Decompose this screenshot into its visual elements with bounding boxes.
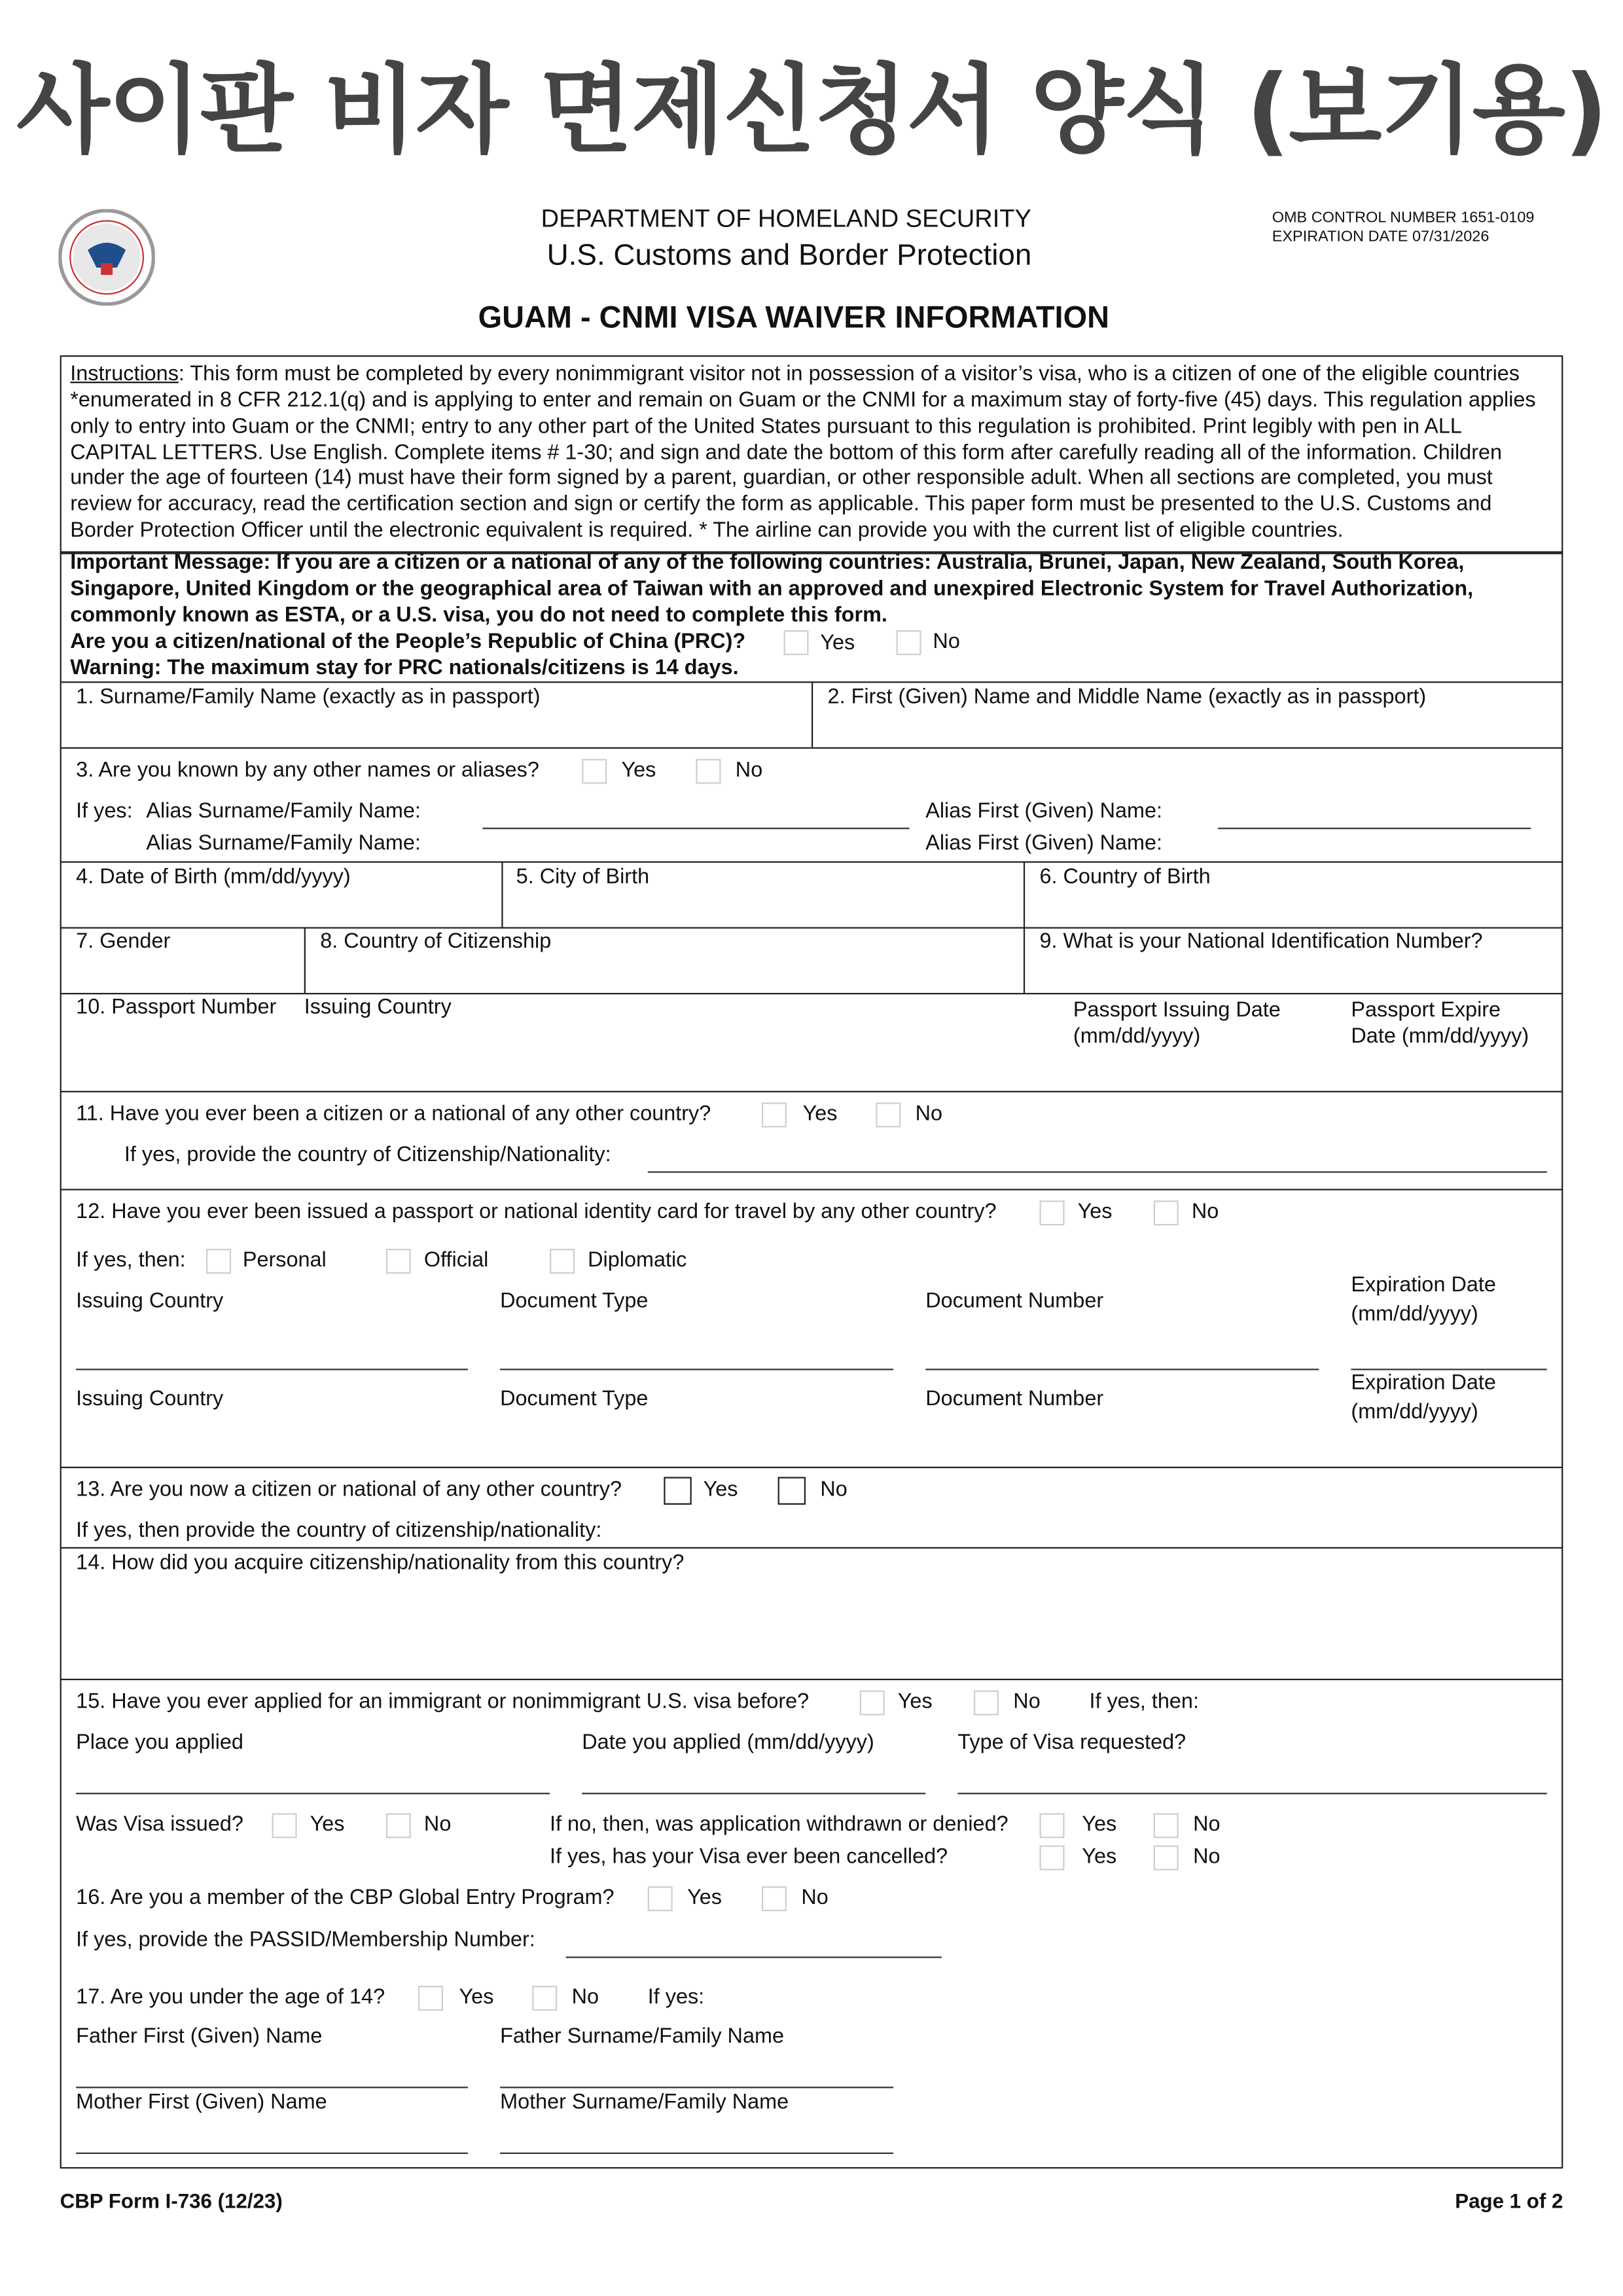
- issuing-country-field[interactable]: [76, 1369, 468, 1370]
- visa-issued-no-checkbox[interactable]: [386, 1813, 411, 1838]
- instructions-line: under the age of fourteen (14) must have their form signed by a parent, guardian, or other responsible adult. When all sections are completed, you must: [70, 466, 1493, 490]
- alias-surname-field[interactable]: [482, 828, 909, 829]
- expiration-date-label: Expiration Date: [1351, 1273, 1496, 1297]
- father-first-label: Father First (Given) Name: [76, 2025, 323, 2049]
- yes-label: Yes: [459, 1986, 494, 2009]
- yes-label: Yes: [1082, 1813, 1117, 1837]
- divider: [60, 747, 1563, 749]
- divider: [60, 1547, 1563, 1549]
- important-message-line: Important Message: If you are a citizen or a national of any of the following countries: Australia, Brunei, Japan, New Zealand, South Korea,: [70, 551, 1465, 575]
- alias-first-field[interactable]: [1218, 828, 1531, 829]
- issuing-country-label: Issuing Country: [304, 996, 452, 1020]
- mother-first-field[interactable]: [76, 2153, 468, 2154]
- instructions-line: [70, 361, 1520, 387]
- cancelled-no-checkbox[interactable]: [1154, 1846, 1179, 1871]
- no-label: No: [820, 1478, 847, 1502]
- father-surname-field[interactable]: [500, 2087, 893, 2088]
- if-yes-label: If yes:: [647, 1986, 705, 2009]
- first-name-label: 2. First (Given) Name and Middle Name (exactly as in passport): [827, 685, 1427, 709]
- aliases-yes-checkbox[interactable]: [582, 759, 607, 784]
- passid-label: If yes, provide the PASSID/Membership Number:: [76, 1928, 535, 1952]
- instructions-text: : This form must be completed by every nonimmigrant visitor not in possession of a visitor’s visa, who is a citizen of one of the eligible countries: [178, 363, 1520, 386]
- prc-warning: Warning: The maximum stay for PRC nationals/citizens is 14 days.: [70, 656, 739, 680]
- gender-label: 7. Gender: [76, 929, 171, 954]
- if-yes-label: If yes, then:: [1089, 1690, 1199, 1714]
- other-citizenship-question: 11. Have you ever been a citizen or a national of any other country?: [76, 1102, 711, 1126]
- father-surname-label: Father Surname/Family Name: [500, 2025, 784, 2049]
- page-number: Page 1 of 2: [1455, 2189, 1563, 2213]
- mother-surname-field[interactable]: [500, 2153, 893, 2154]
- yes-label: Yes: [1077, 1200, 1113, 1225]
- divider: [60, 1679, 1563, 1680]
- alias-first-label: Alias First (Given) Name:: [925, 832, 1163, 856]
- expiration-date-label: Expiration Date: [1351, 1371, 1496, 1395]
- official-label: Official: [423, 1249, 489, 1272]
- visa-type-label: Type of Visa requested?: [957, 1731, 1186, 1755]
- document-number-label: Document Number: [925, 1289, 1104, 1314]
- document-type-label: Document Type: [500, 1289, 649, 1314]
- yes-label: Yes: [897, 1690, 933, 1714]
- issuing-country-label: Issuing Country: [76, 1289, 224, 1314]
- q15-yes-checkbox[interactable]: [860, 1691, 885, 1715]
- expiration-date: EXPIRATION DATE 07/31/2026: [1272, 228, 1489, 246]
- q15-no-checkbox[interactable]: [974, 1691, 999, 1715]
- instructions-line: *enumerated in 8 CFR 212.1(q) and is applying to enter and remain on Guam or the CNMI for a maximum stay of forty-five (45) days. This regulation applies: [70, 389, 1536, 413]
- no-label: No: [1193, 1845, 1221, 1869]
- passport-number-label: 10. Passport Number: [76, 996, 277, 1020]
- yes-label: Yes: [310, 1813, 345, 1837]
- divider: [1024, 861, 1025, 993]
- citizenship-label: 8. Country of Citizenship: [320, 929, 552, 954]
- yes-label: Yes: [703, 1478, 738, 1502]
- yes-label: Yes: [820, 632, 855, 655]
- prc-yes-checkbox[interactable]: [784, 630, 809, 655]
- date-applied-label: Date you applied (mm/dd/yyyy): [582, 1731, 874, 1755]
- no-label: No: [735, 759, 763, 783]
- dhs-cbp-seal-icon: [58, 209, 154, 305]
- aliases-question: 3. Are you known by any other names or aliases?: [76, 759, 539, 783]
- q16-yes-checkbox[interactable]: [648, 1886, 673, 1911]
- global-entry-question: 16. Are you a member of the CBP Global Entry Program?: [76, 1886, 615, 1910]
- father-first-field[interactable]: [76, 2087, 468, 2088]
- divider: [501, 861, 503, 927]
- if-yes-label: If yes, then:: [76, 1249, 186, 1272]
- yes-label: Yes: [621, 759, 656, 783]
- no-label: No: [801, 1886, 829, 1910]
- divider: [60, 1467, 1563, 1468]
- national-id-label: 9. What is your National Identification Number?: [1039, 929, 1483, 954]
- instructions-label: Instructions: [70, 363, 179, 386]
- official-checkbox[interactable]: [386, 1249, 411, 1274]
- dob-label: 4. Date of Birth (mm/dd/yyyy): [76, 865, 351, 889]
- no-label: No: [1191, 1200, 1219, 1225]
- q11-follow-label: If yes, provide the country of Citizenship/Nationality:: [124, 1143, 611, 1167]
- divider: [60, 993, 1563, 994]
- passport-issue-date-label: Passport Issuing Date: [1073, 998, 1281, 1022]
- q16-no-checkbox[interactable]: [762, 1886, 787, 1911]
- visa-issued-yes-checkbox[interactable]: [272, 1813, 297, 1838]
- passport-expire-label: Passport Expire: [1351, 998, 1501, 1022]
- q11-yes-checkbox[interactable]: [762, 1103, 787, 1128]
- under-14-question: 17. Are you under the age of 14?: [76, 1986, 385, 2009]
- divider: [60, 1091, 1563, 1092]
- city-of-birth-label: 5. City of Birth: [516, 865, 650, 889]
- document-type-label: Document Type: [500, 1388, 649, 1412]
- visa-issued-question: Was Visa issued?: [76, 1813, 243, 1837]
- alias-surname-label: Alias Surname/Family Name:: [146, 800, 421, 823]
- prc-question: Are you a citizen/national of the People’s Republic of China (PRC)?: [70, 630, 746, 654]
- divider: [812, 681, 813, 747]
- personal-label: Personal: [242, 1249, 327, 1272]
- cancelled-question: If yes, has your Visa ever been cancelled?: [550, 1845, 948, 1869]
- form-title: GUAM - CNMI VISA WAIVER INFORMATION: [478, 301, 1109, 335]
- visa-applied-question: 15. Have you ever applied for an immigrant or nonimmigrant U.S. visa before?: [76, 1690, 810, 1714]
- divider: [60, 861, 1563, 863]
- place-applied-label: Place you applied: [76, 1731, 243, 1755]
- mother-surname-label: Mother Surname/Family Name: [500, 2090, 789, 2115]
- cancelled-yes-checkbox[interactable]: [1040, 1846, 1065, 1871]
- instructions-line: only to entry into Guam or the CNMI; entry to any other part of the United States pursuant to this regulation is prohibited. Print legibly with pen in ALL: [70, 415, 1462, 439]
- passport-expire-format: Date (mm/dd/yyyy): [1351, 1025, 1529, 1049]
- q17-yes-checkbox[interactable]: [418, 1986, 443, 2011]
- q17-no-checkbox[interactable]: [532, 1986, 557, 2011]
- acquire-citizenship-question: 14. How did you acquire citizenship/nationality from this country?: [76, 1551, 685, 1575]
- issuing-country-label: Issuing Country: [76, 1388, 224, 1412]
- yes-label: Yes: [802, 1102, 838, 1126]
- country-of-birth-label: 6. Country of Birth: [1039, 865, 1211, 889]
- withdrawn-yes-checkbox[interactable]: [1040, 1813, 1065, 1838]
- document-type-field[interactable]: [500, 1369, 893, 1370]
- passid-field[interactable]: [566, 1956, 942, 1958]
- diplomatic-label: Diplomatic: [588, 1249, 687, 1272]
- alias-first-label: Alias First (Given) Name:: [925, 800, 1163, 823]
- divider: [60, 1189, 1563, 1190]
- document-number-label: Document Number: [925, 1388, 1104, 1412]
- aliases-no-checkbox[interactable]: [696, 759, 721, 784]
- no-label: No: [933, 630, 960, 654]
- agency-name: U.S. Customs and Border Protection: [546, 238, 1032, 272]
- instructions-line: review for accuracy, read the certification section and sign or certify the form as applicable. This paper form must be presented to the U.S. Customs and: [70, 492, 1492, 516]
- important-message-line: commonly known as ESTA, or a U.S. visa, you do not need to complete this form.: [70, 603, 887, 628]
- yes-label: Yes: [1082, 1845, 1117, 1869]
- no-label: No: [571, 1986, 599, 2009]
- expiration-date-format: (mm/dd/yyyy): [1351, 1401, 1478, 1425]
- instructions-line: CAPITAL LETTERS. Use English. Complete items # 1-30; and sign and date the bottom of this form after carefully reading all of the information. Children: [70, 441, 1503, 465]
- omb-control-number: OMB CONTROL NUMBER 1651-0109: [1272, 209, 1535, 227]
- q11-no-checkbox[interactable]: [876, 1103, 901, 1128]
- divider: [304, 927, 306, 993]
- date-applied-field[interactable]: [582, 1793, 925, 1794]
- no-label: No: [1013, 1690, 1041, 1714]
- place-applied-field[interactable]: [76, 1793, 550, 1794]
- diplomatic-checkbox[interactable]: [550, 1249, 575, 1274]
- q13-yes-checkbox[interactable]: [664, 1477, 691, 1505]
- mother-first-label: Mother First (Given) Name: [76, 2090, 327, 2115]
- withdrawn-no-checkbox[interactable]: [1154, 1813, 1179, 1838]
- visa-type-field[interactable]: [957, 1793, 1546, 1794]
- q12-no-checkbox[interactable]: [1154, 1200, 1179, 1225]
- instructions-line: Border Protection Officer until the electronic equivalent is required. * The airline can provide you with the current list of eligible countries.: [70, 519, 1344, 543]
- current-other-citizenship-question: 13. Are you now a citizen or national of any other country?: [76, 1478, 622, 1502]
- withdrawn-question: If no, then, was application withdrawn or denied?: [550, 1813, 1008, 1837]
- no-label: No: [1193, 1813, 1221, 1837]
- if-yes-label: If yes:: [76, 800, 133, 823]
- department-name: DEPARTMENT OF HOMELAND SECURITY: [541, 204, 1031, 233]
- expiration-date-format: (mm/dd/yyyy): [1351, 1302, 1478, 1327]
- no-label: No: [915, 1102, 943, 1126]
- other-passport-question: 12. Have you ever been issued a passport or national identity card for travel by any other country?: [76, 1200, 997, 1225]
- passport-issue-date-format: (mm/dd/yyyy): [1073, 1025, 1201, 1049]
- prc-no-checkbox[interactable]: [897, 630, 921, 655]
- page-title: 사이판 비자 면제신청서 양식 (보기용): [16, 54, 1607, 167]
- q11-country-field[interactable]: [648, 1172, 1547, 1173]
- q12-yes-checkbox[interactable]: [1040, 1200, 1065, 1225]
- document-number-field[interactable]: [925, 1369, 1319, 1370]
- yes-label: Yes: [687, 1886, 722, 1910]
- q13-no-checkbox[interactable]: [778, 1477, 806, 1505]
- important-message-line: Singapore, United Kingdom or the geographical area of Taiwan with an approved and unexpired Electronic System for Travel Authorization,: [70, 577, 1474, 601]
- q13-follow-label: If yes, then provide the country of citizenship/nationality:: [76, 1519, 602, 1543]
- no-label: No: [423, 1813, 452, 1837]
- form-number: CBP Form I-736 (12/23): [60, 2189, 283, 2213]
- alias-surname-label: Alias Surname/Family Name:: [146, 832, 421, 856]
- surname-label: 1. Surname/Family Name (exactly as in passport): [76, 685, 541, 709]
- personal-checkbox[interactable]: [206, 1249, 231, 1274]
